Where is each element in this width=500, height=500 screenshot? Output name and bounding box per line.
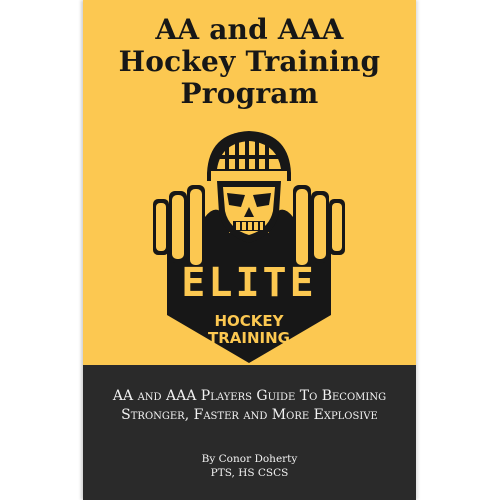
elite-hockey-logo-icon — [149, 129, 349, 369]
title-line-2: Hockey Training — [118, 45, 381, 78]
subtitle-line-1: AA and AAA Players Guide To Becoming — [112, 388, 387, 404]
barbell-right-plates — [293, 185, 345, 269]
subtitle-line-2: Stronger, Faster and More Explosive — [121, 407, 378, 423]
title-line-1: AA and AAA — [155, 13, 344, 46]
barbell-left-plates — [153, 185, 205, 269]
logo-word-hockey: HOCKEY — [214, 312, 284, 330]
author-name: By Conor Doherty — [201, 453, 298, 465]
title-line-3: Program — [180, 77, 319, 110]
helmet — [207, 131, 291, 181]
logo-word-elite: ELITE — [181, 260, 317, 306]
logo-word-training: TRAINING — [208, 329, 290, 347]
book-cover — [83, 0, 416, 500]
author-credentials: PTS, HS CSCS — [210, 467, 289, 479]
